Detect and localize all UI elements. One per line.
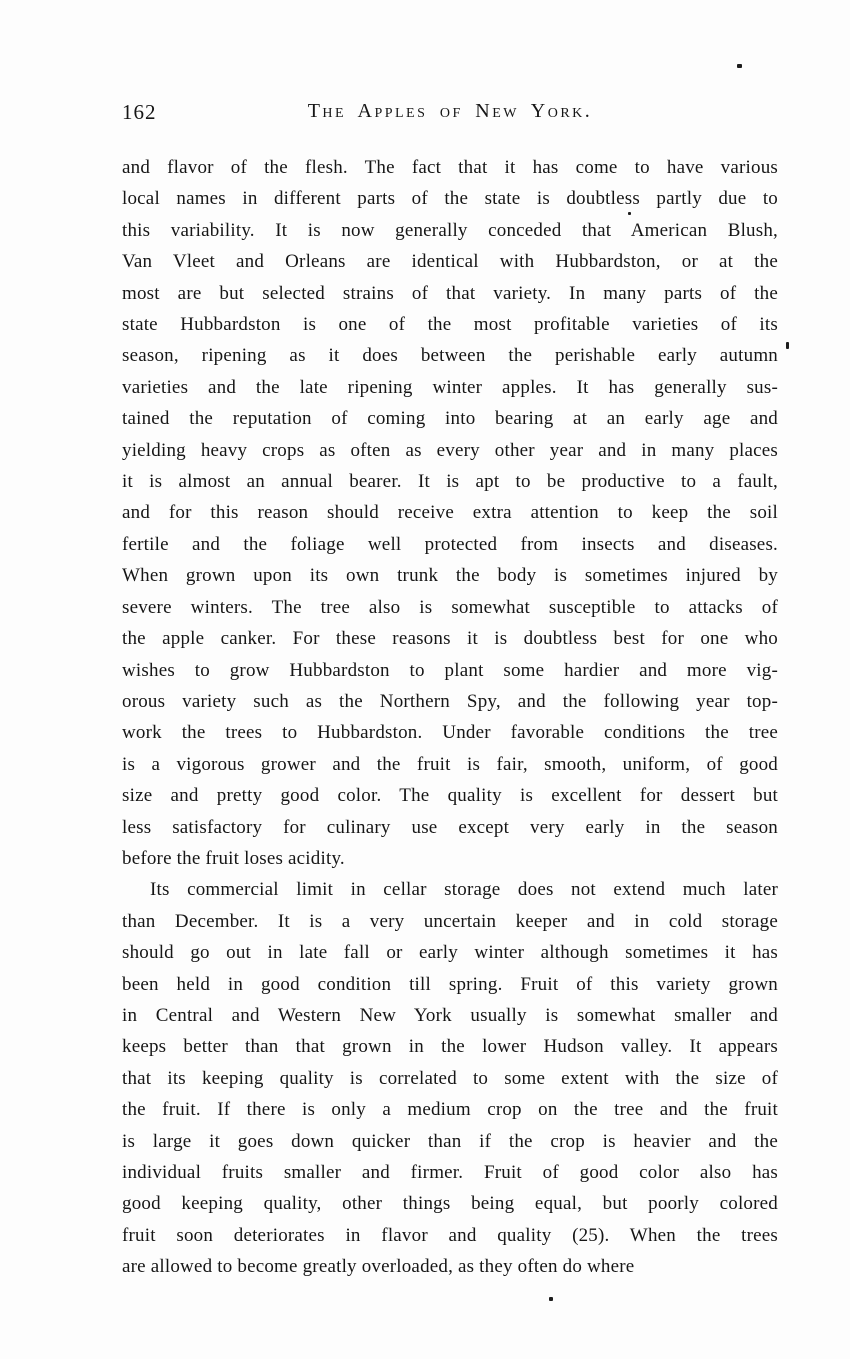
text-line: been held in good condition till spring. Fruit of this variety grown [122, 973, 778, 995]
text-line: is a vigorous grower and the fruit is fair, smooth, uniform, of good [122, 753, 778, 775]
text-line: individual fruits smaller and firmer. Fruit of good color also has [122, 1162, 778, 1183]
text-line: size and pretty good color. The quality is excellent for dessert but [122, 785, 778, 807]
text-line: work the trees to Hubbardston. Under favorable conditions the tree [122, 722, 778, 744]
text-line: orous variety such as the Northern Spy, and the following year top- [122, 690, 778, 712]
ink-speck [737, 64, 742, 68]
text-line: wishes to grow Hubbardston to plant some hardier and more vig- [122, 659, 778, 681]
text-line: fruit soon deteriorates in flavor and quality (25). When the trees [122, 1224, 778, 1246]
text-column [122, 100, 778, 1283]
text-line: local names in different parts of the state is doubtless partly due to [122, 188, 778, 210]
text-line: Van Vleet and Orleans are identical with Hubbardston, or at the [122, 251, 778, 273]
text-line: in Central and Western New York usually is somewhat smaller and [122, 1004, 778, 1026]
text-line: the fruit. If there is only a medium crop on the tree and the fruit [122, 1099, 778, 1121]
text-line: varieties and the late ripening winter apples. It has generally sus- [122, 376, 778, 398]
text-line: before the fruit loses acidity. [122, 847, 345, 869]
page-number: 162 [122, 100, 157, 124]
header-title: The Apples of New York. [307, 100, 593, 122]
text-line: state Hubbardston is one of the most profitable varieties of its [122, 314, 778, 336]
text-line: and for this reason should receive extra attention to keep the soil [122, 502, 778, 524]
text-line: this variability. It is now generally conceded that American Blush, [122, 219, 778, 241]
text-line: most are but selected strains of that variety. In many parts of the [122, 282, 778, 304]
text-line: yielding heavy crops as often as every other year and in many places [122, 439, 778, 461]
text-line: are allowed to become greatly overloaded, as they often do where [122, 1256, 635, 1278]
text-line: good keeping quality, other things being equal, but poorly colored [122, 1193, 778, 1215]
running-header [122, 100, 778, 128]
ink-speck [628, 212, 631, 215]
ink-speck [786, 342, 789, 349]
text-line: should go out in late fall or early winter although sometimes it has [122, 942, 778, 964]
text-line: and flavor of the flesh. The fact that it has come to have various [122, 157, 778, 178]
text-line: the apple canker. For these reasons it is doubtless best for one who [122, 628, 778, 650]
text-line: it is almost an annual bearer. It is apt to be productive to a fault, [122, 471, 778, 493]
text-line: less satisfactory for culinary use except very early in the season [122, 816, 778, 838]
text-line: than December. It is a very uncertain keeper and in cold storage [122, 910, 778, 932]
text-line: When grown upon its own trunk the body is sometimes injured by [122, 565, 778, 587]
paragraph [122, 152, 778, 874]
paragraph [122, 874, 778, 1282]
page-body [122, 152, 778, 1283]
text-line: severe winters. The tree also is somewhat susceptible to attacks of [122, 596, 778, 618]
text-line: fertile and the foliage well protected from insects and diseases. [122, 533, 778, 555]
text-line: is large it goes down quicker than if the crop is heavier and the [122, 1130, 778, 1152]
text-line: keeps better than that grown in the lower Hudson valley. It appears [122, 1036, 778, 1058]
text-line: Its commercial limit in cellar storage does not extend much later [150, 879, 778, 901]
ink-speck [549, 1297, 553, 1301]
text-line: season, ripening as it does between the perishable early autumn [122, 345, 778, 367]
text-line: that its keeping quality is correlated to some extent with the size of [122, 1067, 778, 1089]
text-line: tained the reputation of coming into bearing at an early age and [122, 408, 778, 430]
